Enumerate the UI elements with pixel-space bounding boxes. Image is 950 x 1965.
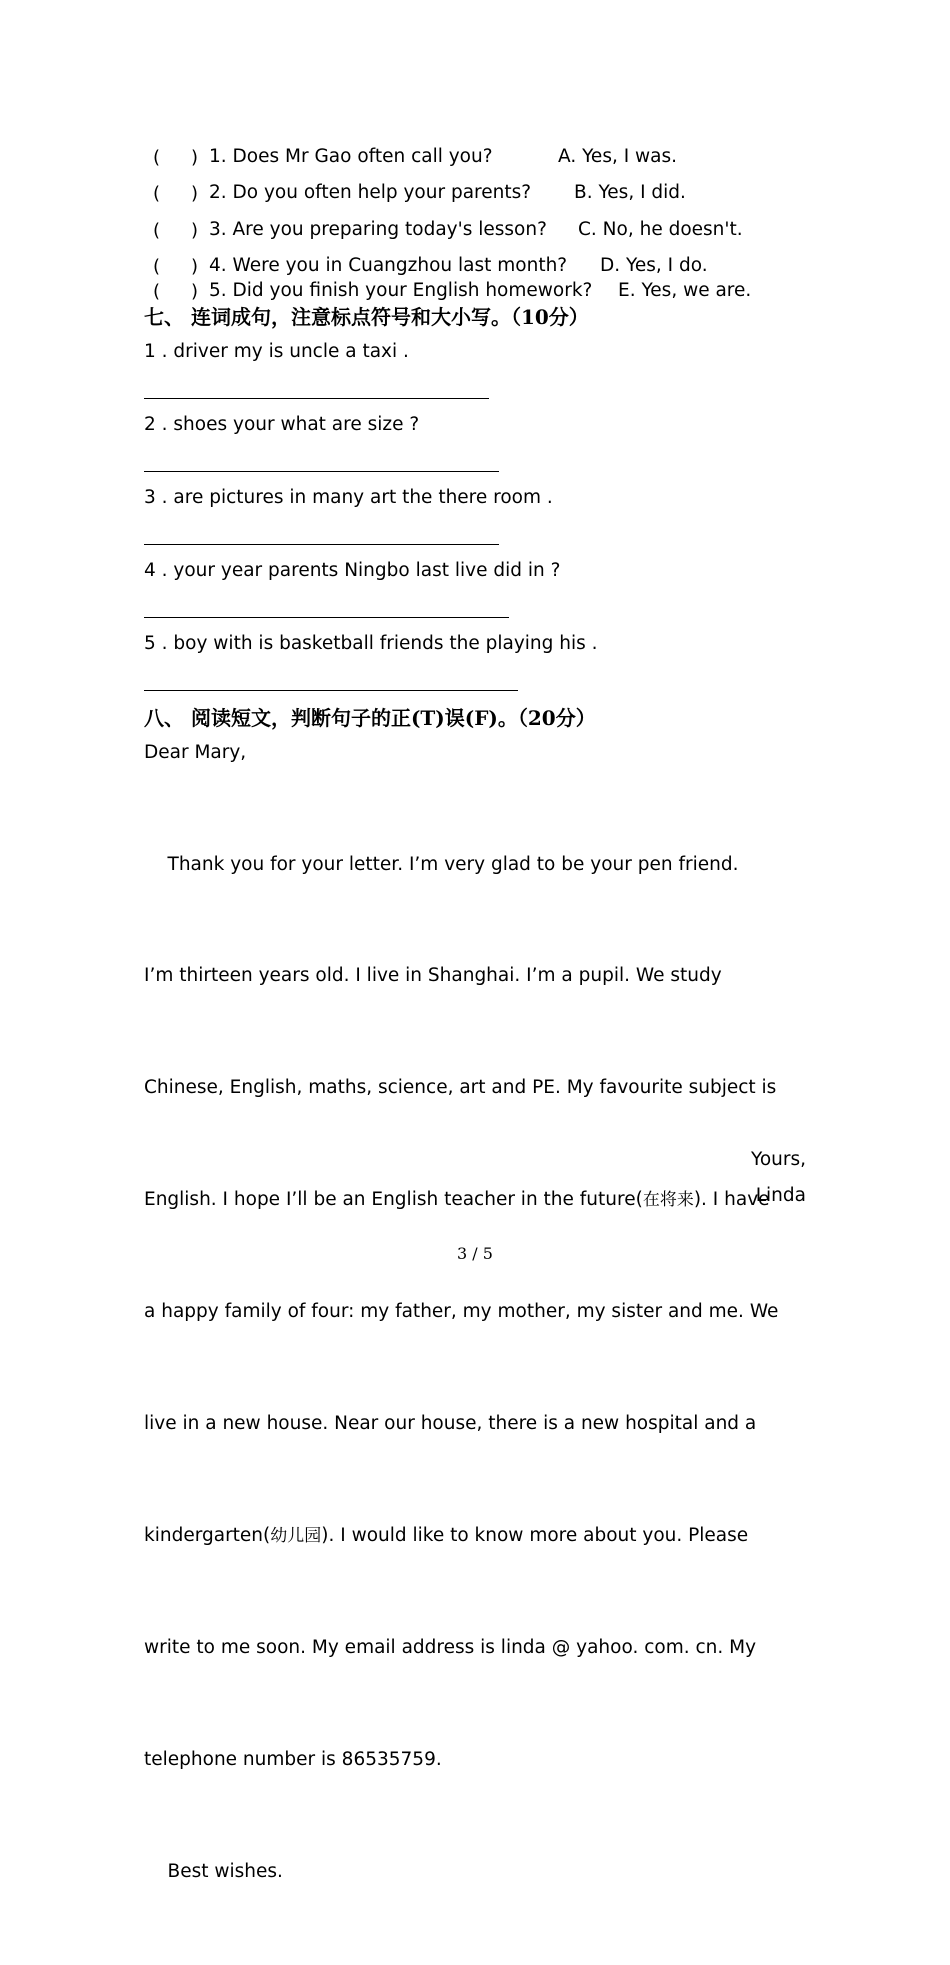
letter-closing: Yours, [750, 1149, 806, 1170]
letter-line: a happy family of four: my father, my mother, my sister and me. We [144, 1301, 779, 1323]
answer-option: E. Yes, we are. [618, 280, 752, 301]
letter-text: ). I would like to know more about you. Please [321, 1524, 749, 1546]
answer-option: B. Yes, I did. [574, 182, 686, 203]
page-number: 3 / 5 [457, 1244, 493, 1263]
answer-blank-line[interactable] [144, 471, 499, 472]
question-text: 2. Do you often help your parents? [209, 182, 532, 203]
answer-paren-open: ( [153, 147, 161, 168]
letter-line: Thank you for your letter. I’m very glad to be your pen friend. [144, 853, 739, 875]
answer-option: A. Yes, I was. [558, 146, 678, 167]
sentence-item: 1 . driver my is uncle a taxi . [144, 341, 409, 362]
answer-paren-close: ) [191, 256, 199, 277]
question-text: 5. Did you finish your English homework? [209, 280, 593, 301]
answer-blank-line[interactable] [144, 544, 499, 545]
sentence-item: 5 . boy with is basketball friends the playing his . [144, 633, 598, 654]
answer-paren-close: ) [191, 183, 199, 204]
letter-line: telephone number is 86535759. [144, 1748, 442, 1770]
letter-text: English. I hope I’ll be an English teacher in the future( [144, 1189, 643, 1211]
chinese-gloss: 在将来 [642, 1190, 694, 1211]
answer-paren-open: ( [153, 281, 161, 302]
sentence-item: 4 . your year parents Ningbo last live did in ? [144, 560, 561, 581]
letter-line: Chinese, English, maths, science, art and PE. My favourite subject is [144, 1077, 777, 1099]
section-eight-heading: 八、 阅读短文，判断句子的正(T)误(F)。（20分） [144, 706, 596, 730]
answer-paren-close: ) [191, 281, 199, 302]
letter-line: I’m thirteen years old. I live in Shanghai. I’m a pupil. We study [144, 965, 722, 987]
question-text: 4. Were you in Cuangzhou last month? [209, 255, 568, 276]
letter-signature: Linda [755, 1185, 806, 1206]
answer-paren-open: ( [153, 220, 161, 241]
sentence-item: 3 . are pictures in many art the there room . [144, 487, 553, 508]
section-seven-heading: 七、 连词成句，注意标点符号和大小写。（10分） [144, 305, 589, 329]
letter-text: kindergarten( [144, 1524, 271, 1546]
letter-greeting: Dear Mary, [144, 742, 247, 763]
letter-text: ). I have [693, 1189, 770, 1211]
answer-paren-close: ) [191, 147, 199, 168]
letter-line [144, 1181, 824, 1218]
letter-body [144, 771, 824, 1965]
question-text: 3. Are you preparing today's lesson? [209, 219, 547, 240]
letter-line: Best wishes. [144, 1860, 283, 1882]
letter-line: write to me soon. My email address is linda @ yahoo. com. cn. My [144, 1636, 757, 1658]
answer-blank-line[interactable] [144, 690, 518, 691]
answer-option: D. Yes, I do. [600, 255, 708, 276]
sentence-item: 2 . shoes your what are size ? [144, 414, 420, 435]
letter-line: live in a new house. Near our house, there is a new hospital and a [144, 1413, 757, 1435]
answer-blank-line[interactable] [144, 617, 509, 618]
answer-paren-close: ) [191, 220, 199, 241]
answer-blank-line[interactable] [144, 398, 489, 399]
answer-paren-open: ( [153, 256, 161, 277]
answer-paren-open: ( [153, 183, 161, 204]
chinese-gloss: 幼儿园 [270, 1525, 322, 1546]
answer-option: C. No, he doesn't. [578, 219, 743, 240]
letter-line [144, 1517, 824, 1554]
question-text: 1. Does Mr Gao often call you? [209, 146, 493, 167]
